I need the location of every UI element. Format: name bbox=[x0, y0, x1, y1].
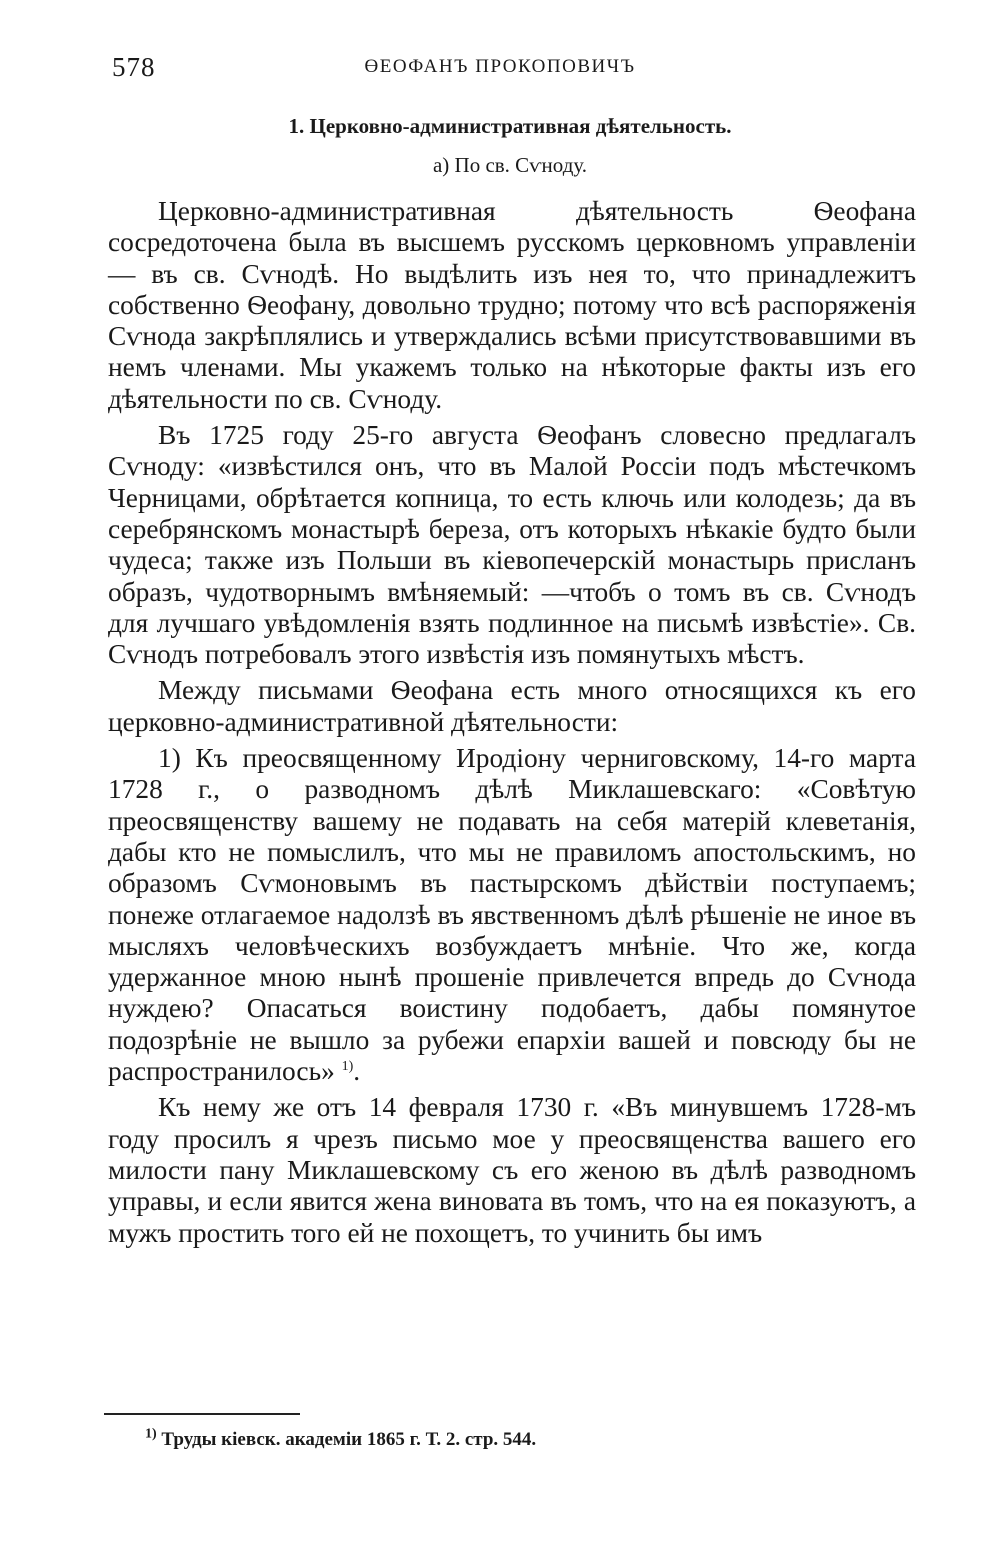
footnote-divider bbox=[104, 1413, 300, 1415]
section-heading: 1. Церковно-административная дѣятельность. bbox=[288, 114, 732, 138]
paragraph: Церковно-административная дѣятельность Ѳеофана сосредоточена была въ высшемъ русскомъ церковномъ управленіи — въ св. Сѵнодѣ. Но выдѣлить изъ нея то, что принадлежитъ собственно Ѳеофану, довольно трудно; потому что всѣ распоряженія Сѵнода закрѣплялись и утверждались всѣми присутствовавшими въ немъ членами. Мы укажемъ только на нѣкоторые факты изъ его дѣятельности по св. Сѵноду. bbox=[108, 196, 916, 414]
footnote-text: Труды кіевск. академіи 1865 г. Т. 2. стр. 544. bbox=[161, 1429, 537, 1450]
page-number: 578 bbox=[112, 52, 156, 82]
footnote bbox=[145, 1426, 905, 1451]
paragraph-closing: . bbox=[353, 1056, 361, 1087]
paragraph-text: 1) Къ преосвященному Иродіону черниговскому, 14-го марта 1728 г., о разводномъ дѣлѣ Миклашевскаго: «Совѣтую преосвященству вашему не подавать на себя матерій клеветанія, дабы кто не помыслилъ, что мы не правиломъ апостольскимъ, но образомъ Сѵмоновымъ въ пастырскомъ дѣйствіи поступаемъ; понеже отлагаемое надолзѣ въ явственномъ дѣлѣ рѣшеніе не иное въ мысляхъ человѣческихъ возбуждаетъ мнѣніе. Что же, когда удержанное мною нынѣ прошеніе привлечется впредь до Сѵнода нуждею? Опасаться воистину подобаетъ, дабы помянутое подозрѣніе не вышло за рубежи епархіи вашей и повсюду бы не распространилось» bbox=[108, 743, 916, 1087]
running-head: ӨЕОФАНЪ ПРОКОПОВИЧЪ bbox=[364, 56, 636, 77]
subsection-heading: а) По св. Сѵноду. bbox=[432, 153, 588, 177]
footnote-marker: 1) bbox=[145, 1426, 157, 1442]
paragraph-with-footnote bbox=[108, 743, 916, 1087]
footnote-reference: 1) bbox=[341, 1058, 354, 1074]
body-text bbox=[108, 196, 916, 1254]
paragraph: Къ нему же отъ 14 февраля 1730 г. «Въ минувшемъ 1728-мъ году просилъ я чрезъ письмо мое у преосвященства вашего его милости пану Миклашевскому съ его женою въ дѣлѣ разводномъ управы, и если явится жена виновата въ томъ, что на ея показуютъ, а мужъ простить того ей не похощетъ, то учинить бы имъ bbox=[108, 1092, 916, 1248]
paragraph: Въ 1725 году 25-го августа Ѳеофанъ словесно предлагалъ Сѵноду: «извѣстился онъ, что въ Малой Россіи подъ мѣстечкомъ Черницами, обрѣтается копница, то есть ключь или колодезь; да въ серебрянскомъ монастырѣ береза, отъ которыхъ нѣкакіе будто были чудеса; также изъ Польши въ кіевопечерскій монастырь присланъ образъ, чудотворнымъ вмѣняемый: —чтобъ о томъ въ св. Сѵнодъ для лучшаго увѣдомленія взять подлинное на письмѣ извѣстіе». Св. Сѵнодъ потребовалъ этого извѣстія изъ помянутыхъ мѣстъ. bbox=[108, 420, 916, 670]
paragraph: Между письмами Ѳеофана есть много относящихся къ его церковно-административной дѣятельности: bbox=[108, 675, 916, 737]
